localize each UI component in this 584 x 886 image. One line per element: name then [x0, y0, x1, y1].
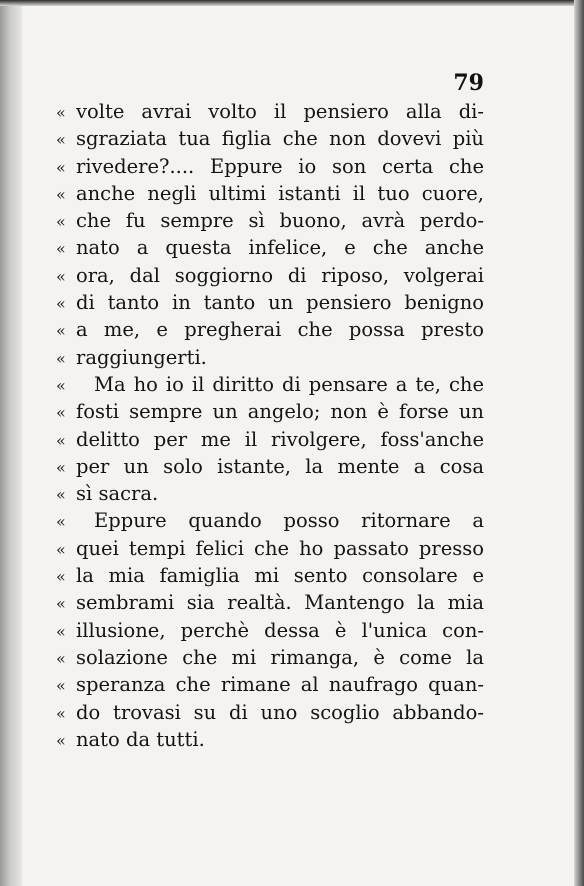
quote-mark: «	[56, 184, 66, 204]
line-text: a me, e pregherai che possa presto	[76, 318, 484, 342]
quote-mark: «	[56, 512, 66, 532]
quote-mark: «	[56, 594, 66, 614]
line-text: sì sacra.	[76, 482, 159, 506]
quote-mark: «	[56, 539, 66, 559]
line-text: rivedere?.... Eppure io son certa che	[76, 154, 484, 178]
page-spine-shadow	[0, 0, 22, 886]
line-text: nato a questa infelice, e che anche	[76, 236, 484, 260]
text-line	[56, 155, 484, 182]
text-line	[56, 182, 484, 209]
text-line	[56, 318, 484, 345]
line-text: raggiungerti.	[76, 345, 207, 369]
text-line	[56, 728, 484, 755]
text-line	[56, 400, 484, 427]
line-text: di tanto in tanto un pensiero benigno	[76, 291, 484, 315]
quote-mark: «	[56, 375, 66, 395]
quote-mark: «	[56, 239, 66, 259]
quote-mark: «	[56, 621, 66, 641]
quote-mark: «	[56, 648, 66, 668]
quote-mark: «	[56, 430, 66, 450]
text-line	[56, 701, 484, 728]
quote-mark: «	[56, 567, 66, 587]
line-text: nato da tutti.	[76, 727, 205, 751]
text-line	[56, 346, 484, 373]
line-text: per un solo istante, la mente a cosa	[76, 454, 484, 478]
line-text: solazione che mi rimanga, è come la	[76, 645, 484, 669]
line-text: delitto per me il rivolgere, foss'anche	[76, 427, 484, 451]
quote-mark: «	[56, 321, 66, 341]
quote-mark: «	[56, 730, 66, 750]
quote-mark: «	[56, 348, 66, 368]
quote-mark: «	[56, 130, 66, 150]
line-text: fosti sempre un angelo; non è forse un	[76, 400, 484, 424]
quote-mark: «	[56, 676, 66, 696]
line-text: do trovasi su di uno scoglio abbando-	[76, 700, 484, 724]
line-text: speranza che rimane al naufrago quan-	[76, 673, 484, 697]
text-line	[56, 264, 484, 291]
page-right-edge	[574, 0, 584, 886]
line-text: che fu sempre sì buono, avrà perdo-	[76, 209, 484, 233]
quote-mark: «	[56, 266, 66, 286]
line-text: anche negli ultimi istanti il tuo cuore,	[76, 181, 484, 205]
line-text: quei tempi felici che ho passato presso	[76, 536, 484, 560]
text-line	[56, 127, 484, 154]
quote-mark: «	[56, 212, 66, 232]
page-top-edge	[0, 0, 584, 6]
line-text: sembrami sia realtà. Mantengo la mia	[76, 591, 484, 615]
line-text: illusione, perchè dessa è l'unica con-	[76, 618, 484, 642]
quote-mark: «	[56, 157, 66, 177]
text-line	[56, 646, 484, 673]
line-text: sgraziata tua figlia che non dovevi più	[76, 127, 484, 151]
quote-mark: «	[56, 103, 66, 122]
quote-mark: «	[56, 703, 66, 723]
body-text	[56, 100, 484, 755]
text-line	[56, 291, 484, 318]
page-number: 79	[453, 70, 484, 96]
text-line	[56, 428, 484, 455]
line-text: Ma ho io il diritto di pensare a te, che	[94, 372, 484, 396]
text-line	[56, 619, 484, 646]
text-line	[56, 236, 484, 263]
quote-mark: «	[56, 403, 66, 423]
text-line	[56, 455, 484, 482]
line-text: ora, dal soggiorno di riposo, volgerai	[76, 263, 484, 287]
text-line	[56, 100, 484, 127]
text-line	[56, 564, 484, 591]
quote-mark: «	[56, 294, 66, 314]
quote-mark: «	[56, 485, 66, 505]
line-text: Eppure quando posso ritornare a	[94, 509, 484, 533]
text-line	[56, 537, 484, 564]
text-line	[56, 373, 484, 400]
text-line	[56, 509, 484, 536]
text-line	[56, 673, 484, 700]
text-line	[56, 482, 484, 509]
quote-mark: «	[56, 457, 66, 477]
line-text: volte avrai volto il pensiero alla di-	[76, 100, 484, 123]
text-line	[56, 209, 484, 236]
line-text: la mia famiglia mi sento consolare e	[76, 564, 484, 588]
text-line	[56, 591, 484, 618]
